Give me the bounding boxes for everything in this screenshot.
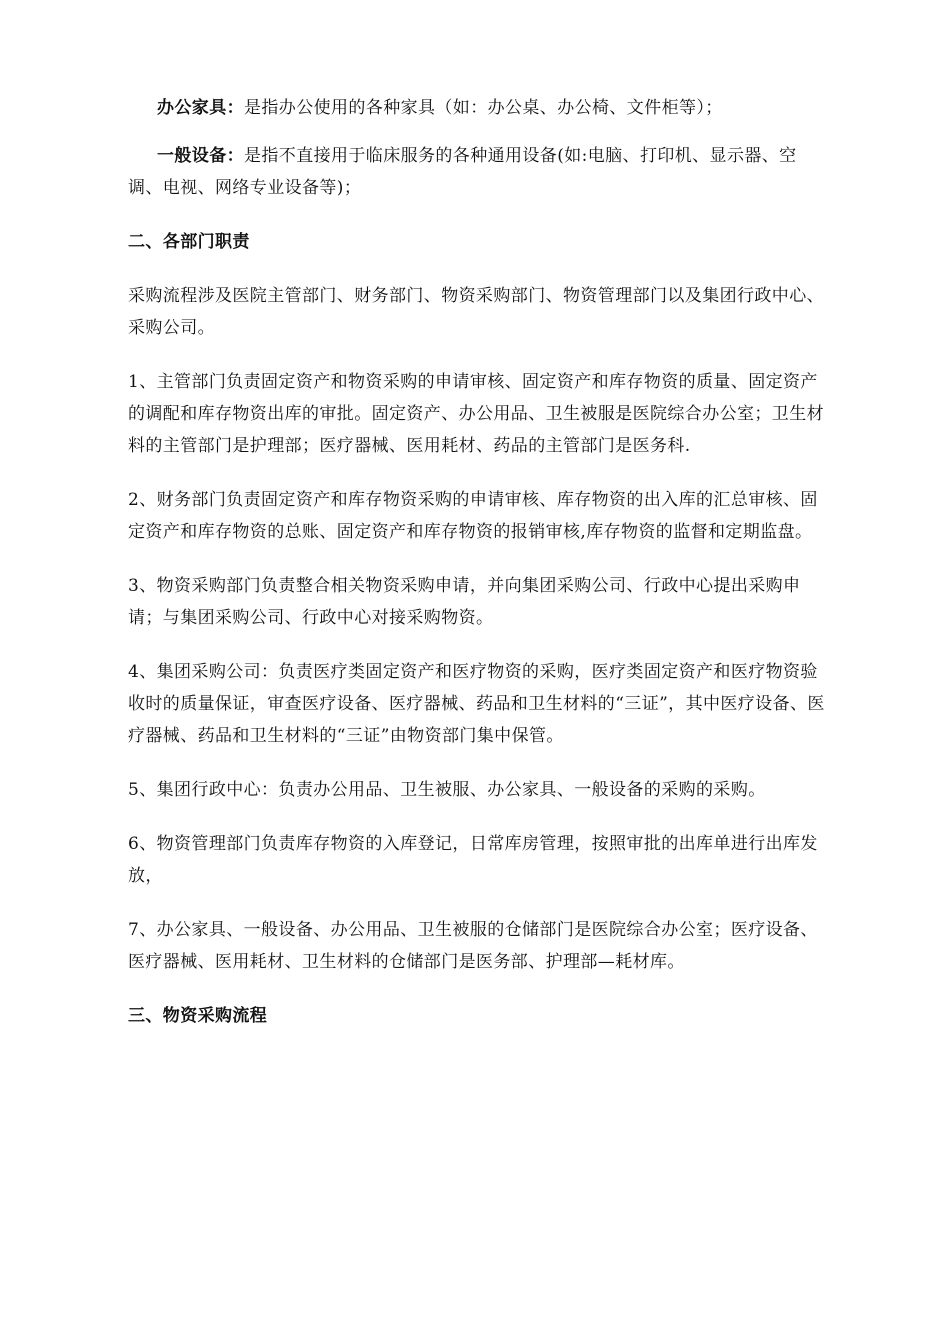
section-heading-responsibilities: 二、各部门职责 [128,232,250,252]
definition-text: 是指办公使用的各种家具（如：办公桌、办公椅、文件柜等）； [244,98,723,118]
responsibility-item-4: 4、集团采购公司：负责医疗类固定资产和医疗物资的采购，医疗类固定资产和医疗物资验收时的质量保证，审查医疗设备、医疗器械、药品和卫生材料的“三证”，其中医疗设备、医疗器械、药品和卫生材料的“三证”由物资部门集中保管。 [128,662,825,746]
definition-term: 办公家具： [157,98,244,118]
responsibility-item-6: 6、物资管理部门负责库存物资的入库登记，日常库房管理，按照审批的出库单进行出库发放， [128,834,818,886]
definition-text: 是指不直接用于临床服务的各种通用设备(如:电脑、打印机、显示器、空调、电视、网络专业设备等)； [128,146,797,198]
definition-general-equipment [128,140,828,204]
responsibility-item-5: 5、集团行政中心：负责办公用品、卫生被服、办公家具、一般设备的采购的采购。 [128,780,766,800]
section-heading-procurement-process: 三、物资采购流程 [128,1006,268,1026]
responsibility-item-2: 2、财务部门负责固定资产和库存物资采购的申请审核、库存物资的出入库的汇总审核、固定资产和库存物资的总账、固定资产和库存物资的报销审核,库存物资的监督和定期监盘。 [128,490,818,542]
definition-office-furniture [128,92,828,124]
responsibility-item-7: 7、办公家具、一般设备、办公用品、卫生被服的仓储部门是医院综合办公室；医疗设备、医疗器械、医用耗材、卫生材料的仓储部门是医务部、护理部—耗材库。 [128,920,818,972]
responsibility-item-3: 3、物资采购部门负责整合相关物资采购申请，并向集团采购公司、行政中心提出采购申请；与集团采购公司、行政中心对接采购物资。 [128,576,801,628]
responsibility-item-1: 1、主管部门负责固定资产和物资采购的申请审核、固定资产和库存物资的质量、固定资产的调配和库存物资出库的审批。固定资产、办公用品、卫生被服是医院综合办公室；卫生材料的主管部门是护理部；医疗器械、医用耗材、药品的主管部门是医务科. [128,372,824,456]
definition-term: 一般设备： [157,146,244,166]
section-intro-paragraph: 采购流程涉及医院主管部门、财务部门、物资采购部门、物资管理部门以及集团行政中心、采购公司。 [128,286,824,338]
document-body [128,92,828,1032]
